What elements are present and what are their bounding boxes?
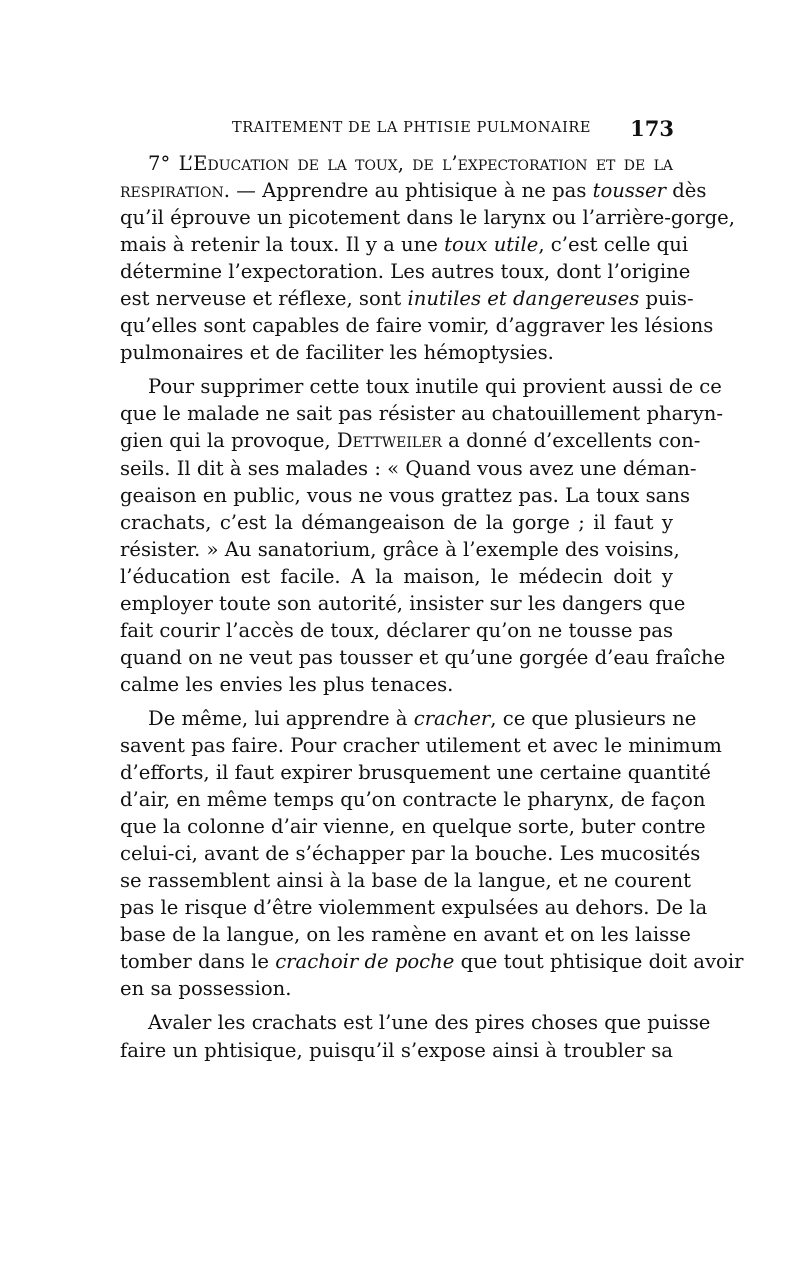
text-segment: quand on ne veut pas tousser et qu’une gorgée d’eau fraîche [120,645,726,669]
text-segment: Avaler les crachats est l’une des pires choses que puisse [148,1011,711,1035]
small-caps-text: respiration. [120,179,231,203]
text-segment: gien qui la provoque, [120,429,337,453]
text-line [120,975,673,1002]
small-caps-text: Dettweiler [336,429,442,453]
text-segment: fait courir l’accès de toux, déclarer qu’on ne tousse pas [120,618,673,642]
text-segment: est nerveuse et réflexe, sont [120,287,408,311]
emphasis: cracher [413,706,491,730]
text-line [120,177,707,204]
text-line [120,563,673,590]
text-segment: mais à retenir la toux. Il y a une [120,233,445,257]
text-line [120,339,673,366]
text-segment: l’éducation est facile. A la maison, le médecin doit y [120,564,673,588]
text-segment: employer toute son autorité, insister sur les dangers que [120,591,686,615]
text-line [120,1009,711,1036]
text-line [120,867,691,894]
text-segment: d’air, en même temps qu’on contracte le pharynx, de façon [120,788,706,812]
text-segment: qu’elles sont capables de faire vomir, d’aggraver les lésions [120,314,714,338]
text-segment: , ce que plusieurs ne [490,706,697,730]
text-segment: seils. Il dit à ses malades : « Quand vous avez une déman- [120,456,697,480]
text-segment: celui-ci, avant de s’échapper par la bouche. Les mucosités [120,842,701,866]
text-segment: savent pas faire. Pour cracher utilement et avec le minimum [120,733,722,757]
emphasis: inutiles et dangereuses [407,287,640,311]
text-line [120,948,744,975]
text-segment: puis- [639,287,694,311]
text-segment: que tout phtisique doit avoir [454,950,744,974]
small-caps-text: L’Education de la toux, de l’expectoration et de la [178,152,673,175]
text-line [120,231,689,258]
text-line [120,644,726,671]
text-line [120,921,691,948]
text-segment: résister. » Au sanatorium, grâce à l’exemple des voisins, [120,537,680,561]
text-line [120,312,714,339]
text-line [120,150,673,177]
text-line [120,705,697,732]
text-line [120,482,690,509]
text-segment: a donné d’excellents con- [441,429,701,453]
text-segment: 7° [148,152,179,175]
text-segment: dès [666,179,707,203]
text-line [120,455,697,482]
text-segment: crachats, c’est la démangeaison de la gorge ; il faut y [120,510,673,534]
text-segment: faire un phtisique, puisqu’il s’expose ainsi à troubler sa [120,1038,673,1062]
text-segment: que la colonne d’air vienne, en quelque sorte, buter contre [120,815,706,839]
text-segment: en sa possession. [120,977,292,1001]
text-segment: base de la langue, on les ramène en avant et on les laisse [120,923,691,947]
text-segment: calme les envies les plus tenaces. [120,672,454,696]
paragraph [120,373,726,698]
text-segment: qu’il éprouve un picotement dans le larynx ou l’arrière-gorge, [120,206,735,230]
text-line [120,840,701,867]
text-segment: tomber dans le [120,950,276,974]
text-segment: d’efforts, il faut expirer brusquement une certaine quantité [120,761,711,785]
text-line [120,373,722,400]
text-line [120,509,673,536]
paragraph [120,705,744,1003]
body-text [120,150,744,1064]
text-line [120,400,724,427]
text-segment: pulmonaires et de faciliter les hémoptysies. [120,341,554,365]
text-line [120,759,711,786]
text-segment: détermine l’expectoration. Les autres toux, dont l’origine [120,260,691,284]
text-line [120,258,691,285]
text-line [120,813,706,840]
text-line [120,732,722,759]
text-line [120,536,680,563]
text-line [120,1037,673,1064]
emphasis: toux utile [444,233,539,257]
text-line [120,671,673,698]
emphasis: tousser [592,179,666,203]
text-line [120,590,686,617]
emphasis: crachoir de poche [275,950,455,974]
text-segment: — Apprendre au phtisique à ne pas [230,179,593,203]
text-segment: geaison en public, vous ne vous grattez pas. La toux sans [120,483,690,507]
text-line [120,204,735,231]
running-title: TRAITEMENT DE LA PHTISIE PULMONAIRE [232,120,592,136]
text-line [120,786,706,813]
paragraph [120,1009,711,1063]
text-line [120,617,673,644]
page-number: 173 [630,116,674,141]
text-segment: Pour supprimer cette toux inutile qui provient aussi de ce [148,375,722,399]
text-line [120,427,701,454]
text-line [120,894,708,921]
text-segment: pas le risque d’être violemment expulsées au dehors. De la [120,896,708,920]
running-head [232,116,674,142]
paragraph [120,150,735,366]
text-segment: De même, lui apprendre à [148,706,414,730]
text-segment: que le malade ne sait pas résister au chatouillement pharyn- [120,402,724,426]
text-segment: , c’est celle qui [538,233,689,257]
text-line [120,285,694,312]
text-segment: se rassemblent ainsi à la base de la langue, et ne courent [120,869,691,893]
